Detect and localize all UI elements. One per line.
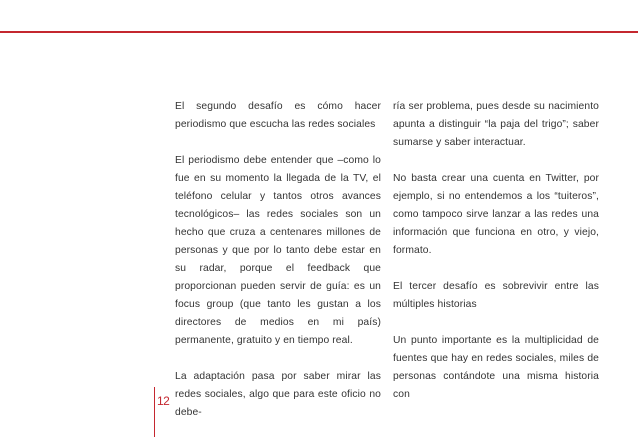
paragraph: La adaptación pasa por saber mirar las redes sociales, algo que para este oficio no debe- xyxy=(175,371,381,418)
page-number: 12 xyxy=(157,394,170,408)
paragraph: El periodismo debe entender que –como lo fue en su momento la llegada de la TV, el teléfono celular y tantos otros avances tecnológicos– las redes sociales son un hecho que cruza a centenares millones de personas y que por lo tanto debe estar en su radar, porque el feedback que proporcionan pueden servir de guía: es un focus group (que tanto les gustan a los directores de medios en mi país) permanente, gratuito y en tiempo real. xyxy=(175,155,381,346)
paragraph: Un punto importante es la multiplicidad de fuentes que hay en redes sociales, miles de personas contándote una misma historia con xyxy=(393,335,599,400)
right-column xyxy=(393,98,599,404)
paragraph: ría ser problema, pues desde su nacimiento apunta a distinguir “la paja del trigo”; saber sumarse y saber interactuar. xyxy=(393,101,599,148)
left-column xyxy=(175,98,381,422)
paragraph: El segundo desafío es cómo hacer periodismo que escucha las redes sociales xyxy=(175,101,381,130)
paragraph: No basta crear una cuenta en Twitter, por ejemplo, si no entendemos a los “tuiteros”, como tampoco sirve lanzar a las redes una información que funciona en otro, y viejo, formato. xyxy=(393,173,599,256)
paragraph: El tercer desafío es sobrevivir entre las múltiples historias xyxy=(393,281,599,310)
header-rule xyxy=(0,31,638,33)
